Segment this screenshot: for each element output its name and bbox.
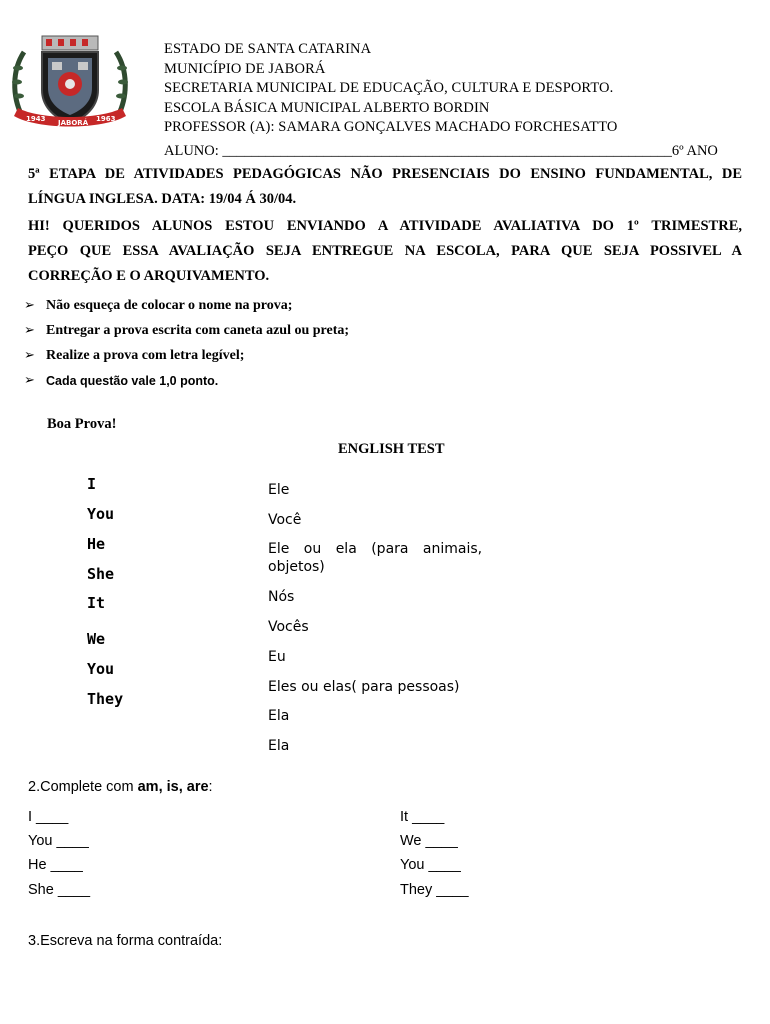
- fill-blank-item: It ____: [400, 809, 445, 825]
- pronoun-item: They: [87, 690, 124, 708]
- meaning-item: Você: [268, 512, 302, 528]
- meaning-item: Nós: [268, 589, 295, 605]
- pronoun-item: It: [87, 594, 106, 612]
- intro-line-1: 5ª ETAPA DE ATIVIDADES PEDAGÓGICAS NÃO PRESENCIAIS DO ENSINO FUNDAMENTAL, DE: [28, 166, 742, 182]
- header-teacher: PROFESSOR (A): SAMARA GONÇALVES MACHADO FORCHESATTO: [164, 119, 618, 135]
- list-item: ➢ Entregar a prova escrita com caneta azul ou preta;: [24, 322, 350, 338]
- meaning-item: Vocês: [268, 619, 309, 635]
- question-3-prompt: 3.Escreva na forma contraída:: [28, 933, 223, 949]
- municipal-crest-logo: [8, 30, 132, 134]
- list-item: ➢ Cada questão vale 1,0 ponto.: [24, 373, 219, 388]
- meaning-item: Ele: [268, 482, 290, 498]
- verb-options: am, is, are: [137, 779, 209, 795]
- list-item: ➢ Realize a prova com letra legível;: [24, 347, 245, 363]
- instructions-list: [24, 293, 349, 393]
- intro-stage-text: [28, 162, 742, 212]
- meaning-item: Ela: [268, 738, 290, 754]
- fill-blank-item: I ____: [28, 809, 69, 825]
- pronoun-item: We: [87, 630, 106, 648]
- pronoun-item: I: [87, 475, 97, 493]
- header-state: ESTADO DE SANTA CATARINA: [164, 41, 372, 57]
- fill-blank-item: They ____: [400, 882, 469, 898]
- fill-blank-item: He ____: [28, 857, 83, 873]
- header-school: ESCOLA BÁSICA MUNICIPAL ALBERTO BORDIN: [164, 99, 490, 116]
- document-header: [164, 40, 617, 138]
- student-name-line: ALUNO: ______________________________________________________________6º ANO: [164, 143, 718, 159]
- meaning-item: Ela: [268, 708, 290, 724]
- fill-blank-item: You ____: [28, 833, 89, 849]
- pronoun-item: He: [87, 535, 106, 553]
- intro-line-4: PEÇO QUE ESSA AVALIAÇÃO SEJA ENTREGUE NA ESCOLA, PARA QUE SEJA POSSIVEL A: [28, 243, 742, 259]
- arrow-bullet-icon: ➢: [24, 348, 35, 363]
- intro-message-text: [28, 214, 742, 289]
- arrow-bullet-icon: ➢: [24, 298, 35, 313]
- greeting: Boa Prova!: [47, 416, 117, 432]
- fill-blank-item: We ____: [400, 833, 458, 849]
- header-municipality: MUNICÍPIO DE JABORÁ: [164, 60, 326, 77]
- intro-line-2: LÍNGUA INGLESA. DATA: 19/04 Á 30/04.: [28, 191, 297, 207]
- intro-line-5: CORREÇÃO E O ARQUIVAMENTO.: [28, 268, 270, 284]
- arrow-bullet-icon: ➢: [24, 323, 35, 338]
- crest-year-right: 1963: [96, 115, 116, 123]
- pronoun-item: You: [87, 660, 115, 678]
- crest-year-left: 1943: [26, 115, 46, 123]
- pronoun-item: She: [87, 565, 115, 583]
- meaning-item: Ele ou ela (para animais, objetos): [268, 541, 483, 575]
- fill-blank-item: You ____: [400, 857, 461, 873]
- intro-line-3: HI! QUERIDOS ALUNOS ESTOU ENVIANDO A ATIVIDADE AVALIATIVA DO 1º TRIMESTRE,: [28, 218, 742, 234]
- meaning-item: Eu: [268, 649, 286, 665]
- pronoun-item: You: [87, 505, 115, 523]
- question-2-prompt: 2.Complete com am, is, are:: [28, 779, 213, 795]
- crest-name: JABORÁ: [58, 119, 89, 127]
- list-item: ➢ Não esqueça de colocar o nome na prova;: [24, 297, 293, 313]
- arrow-bullet-icon: ➢: [24, 373, 35, 388]
- meaning-item: Eles ou elas( para pessoas): [268, 679, 460, 695]
- header-secretariat: SECRETARIA MUNICIPAL DE EDUCAÇÃO, CULTURA E DESPORTO.: [164, 80, 614, 96]
- fill-blank-item: She ____: [28, 882, 91, 898]
- test-title: ENGLISH TEST: [338, 441, 445, 457]
